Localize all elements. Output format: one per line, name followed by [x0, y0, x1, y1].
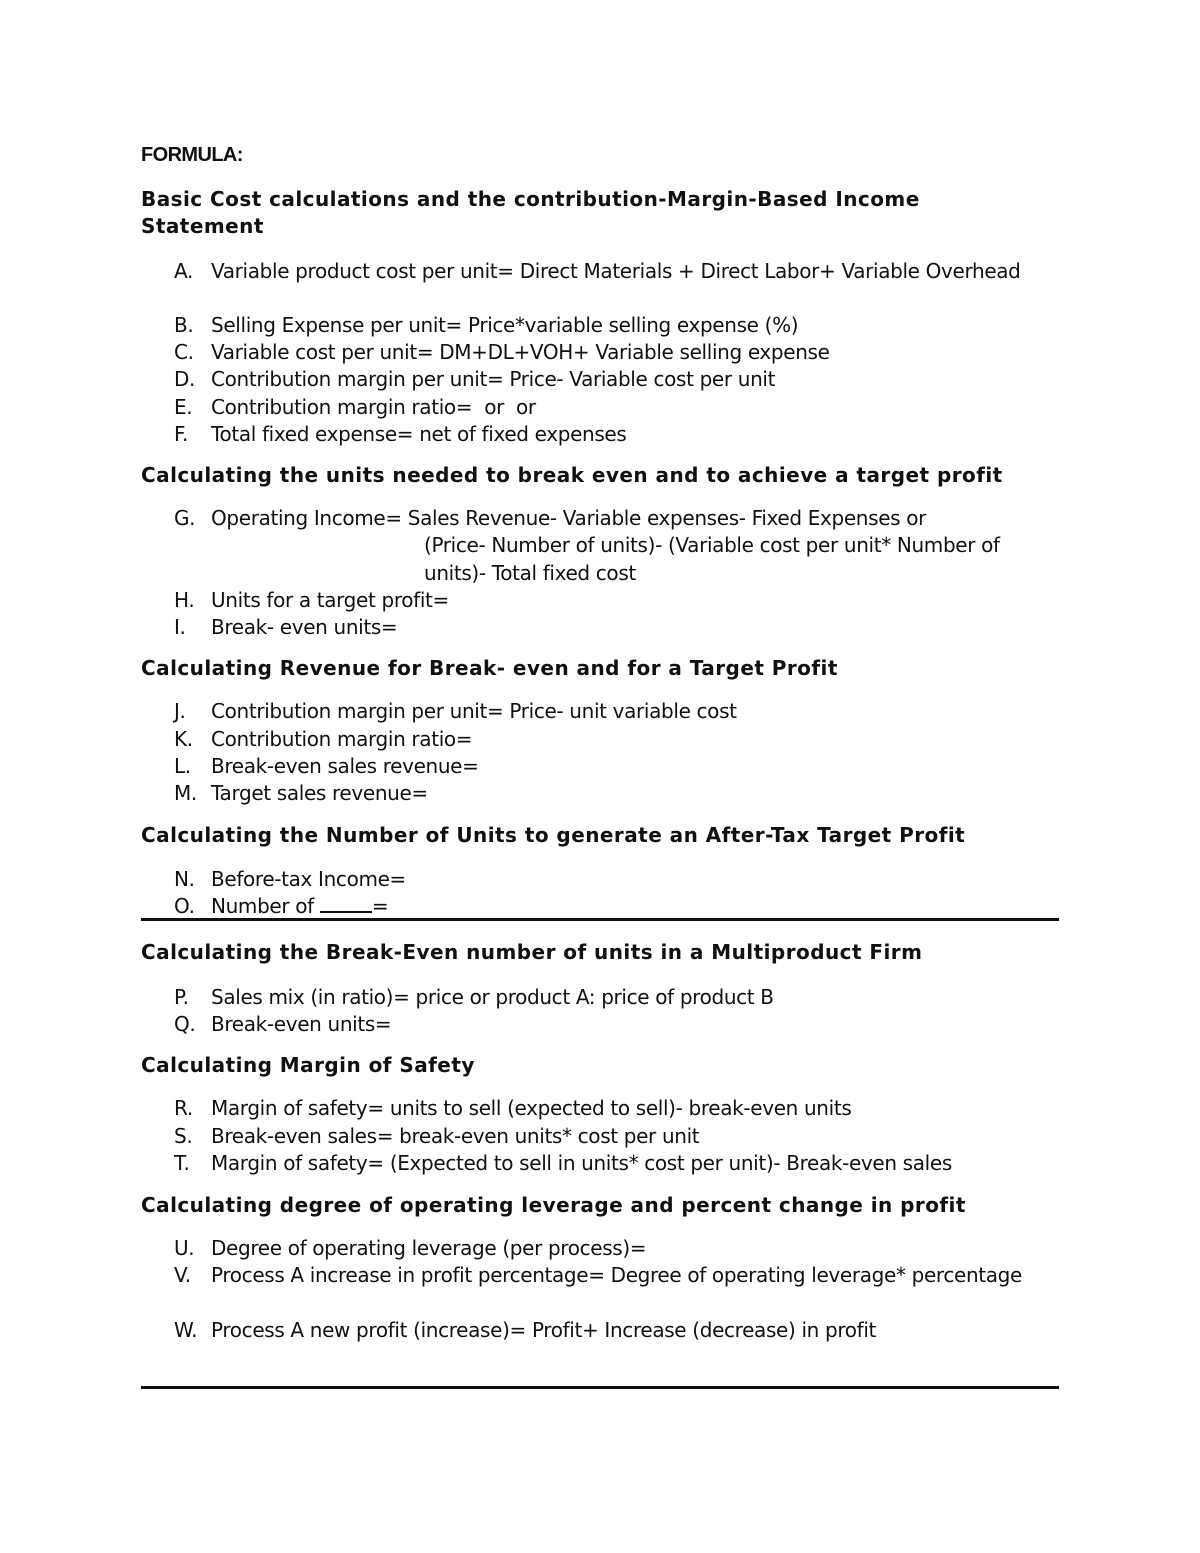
item-letter: V. [174, 1263, 191, 1287]
horizontal-rule [141, 1386, 1059, 1389]
list-item [174, 1095, 1054, 1122]
item-text: Number of [211, 894, 320, 918]
list-item [174, 984, 1054, 1011]
item-text: Sales mix (in ratio)= price or product A: price of product B [211, 985, 774, 1009]
horizontal-rule [141, 918, 1059, 921]
list-item [174, 505, 1054, 587]
item-text: Break-even sales revenue= [211, 754, 479, 778]
item-text: Process A increase in profit percentage= Degree of operating leverage* percentage [211, 1263, 1022, 1287]
list-item [174, 366, 1054, 393]
item-letter: N. [174, 867, 195, 891]
list-item [174, 1123, 1054, 1150]
item-text: Selling Expense per unit= Price*variable selling expense (%) [211, 313, 799, 337]
list-item [174, 893, 1054, 920]
item-letter: J. [174, 699, 186, 723]
list-item [174, 421, 1054, 448]
section-heading-after-tax-target: Calculating the Number of Units to generate an After-Tax Target Profit [141, 823, 966, 847]
section-heading-operating-leverage: Calculating degree of operating leverage and percent change in profit [141, 1193, 966, 1217]
list-item [174, 1011, 1054, 1038]
item-text: Break- even units= [211, 615, 398, 639]
page-title: FORMULA: [141, 144, 243, 166]
item-letter: D. [174, 367, 196, 391]
item-text: Break-even sales= break-even units* cost per unit [211, 1124, 700, 1148]
list-item [174, 394, 1054, 421]
item-letter: O. [174, 894, 195, 918]
item-text: Margin of safety= (Expected to sell in units* cost per unit)- Break-even sales [211, 1151, 952, 1175]
item-text: Margin of safety= units to sell (expected to sell)- break-even units [211, 1096, 852, 1120]
item-text: Operating Income= Sales Revenue- Variable expenses- Fixed Expenses or [211, 506, 926, 530]
item-letter: Q. [174, 1012, 196, 1036]
item-letter: C. [174, 340, 194, 364]
section-heading-break-even-units: Calculating the units needed to break even and to achieve a target profit [141, 463, 1003, 487]
list-item [174, 587, 1054, 614]
list-item [174, 753, 1054, 780]
item-text: Before-tax Income= [211, 867, 406, 891]
section-heading-revenue-break-even: Calculating Revenue for Break- even and for a Target Profit [141, 656, 838, 680]
item-text: Target sales revenue= [211, 781, 428, 805]
item-letter: K. [174, 727, 193, 751]
item-letter: E. [174, 395, 193, 419]
item-letter: I. [174, 615, 186, 639]
item-letter: G. [174, 506, 196, 530]
item-letter: S. [174, 1124, 193, 1148]
list-item [174, 780, 1054, 807]
item-letter: T. [174, 1151, 190, 1175]
item-letter: F. [174, 422, 188, 446]
section-heading-basic-cost: Basic Cost calculations and the contribution-Margin-Based Income Statement [141, 187, 920, 238]
item-text: Contribution margin ratio= [211, 727, 473, 751]
item-continuation: (Price- Number of units)- (Variable cost per unit* Number of units)- Total fixed cost [424, 533, 1000, 585]
fill-in-blank [320, 893, 372, 913]
list-item [174, 312, 1054, 339]
item-letter: U. [174, 1236, 195, 1260]
item-text: Variable cost per unit= DM+DL+VOH+ Variable selling expense [211, 340, 830, 364]
item-letter: W. [174, 1318, 198, 1342]
section-heading-margin-of-safety: Calculating Margin of Safety [141, 1053, 475, 1077]
section-heading-multiproduct: Calculating the Break-Even number of units in a Multiproduct Firm [141, 940, 923, 964]
item-text: Units for a target profit= [211, 588, 449, 612]
item-letter: P. [174, 985, 189, 1009]
list-item [174, 698, 1054, 725]
item-text-suffix: = [371, 894, 389, 918]
list-item [174, 258, 1054, 285]
item-text: Contribution margin per unit= Price- Variable cost per unit [211, 367, 776, 391]
list-item [174, 866, 1054, 893]
item-letter: A. [174, 259, 193, 283]
item-text: Process A new profit (increase)= Profit+ Increase (decrease) in profit [211, 1318, 877, 1342]
item-text: Degree of operating leverage (per process)= [211, 1236, 647, 1260]
item-letter: L. [174, 754, 191, 778]
list-item [174, 1262, 1054, 1289]
item-letter: M. [174, 781, 197, 805]
item-text: Variable product cost per unit= Direct Materials + Direct Labor+ Variable Overhead [211, 259, 1021, 283]
item-text: Total fixed expense= net of fixed expenses [211, 422, 627, 446]
item-letter: R. [174, 1096, 193, 1120]
list-item [174, 1235, 1054, 1262]
list-item [174, 1150, 1054, 1177]
item-letter: H. [174, 588, 195, 612]
list-item [174, 726, 1054, 753]
item-text: Contribution margin ratio= or or [211, 395, 536, 419]
list-item [174, 1317, 1054, 1344]
item-text: Break-even units= [211, 1012, 392, 1036]
item-text: Contribution margin per unit= Price- unit variable cost [211, 699, 737, 723]
list-item [174, 614, 1054, 641]
list-item [174, 339, 1054, 366]
item-letter: B. [174, 313, 194, 337]
